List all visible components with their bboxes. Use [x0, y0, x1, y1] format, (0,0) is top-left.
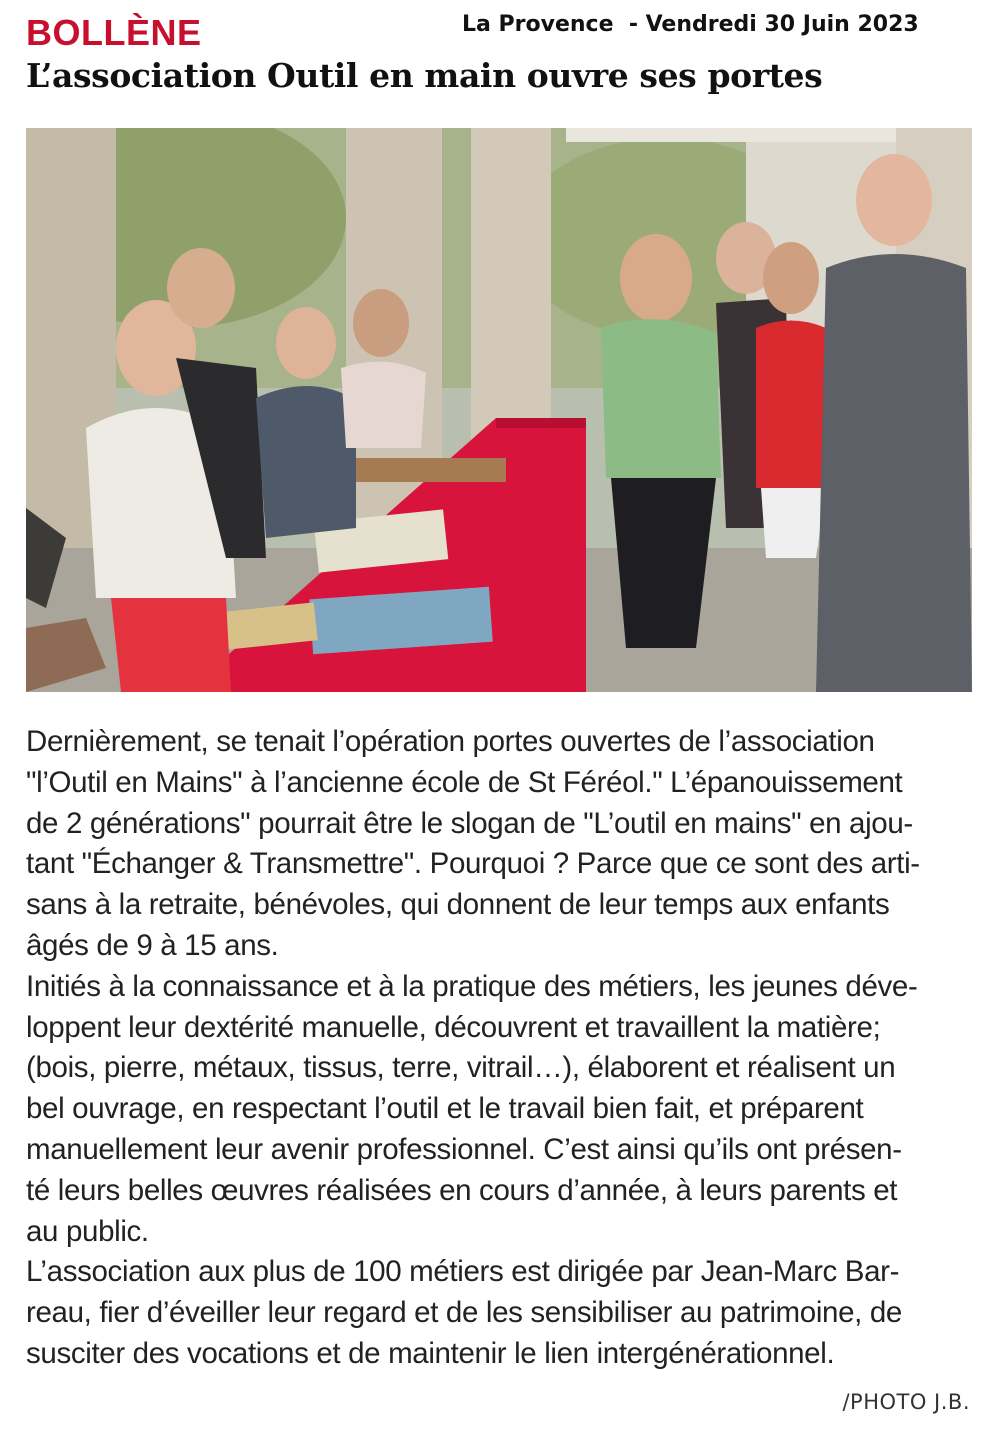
article-line: au public. [26, 1214, 149, 1248]
article-body [26, 722, 972, 1375]
article-line: té leurs belles œuvres réalisées en cours d’année, à leurs parents et [26, 1173, 898, 1207]
article-line: sans à la retraite, bénévoles, qui donnent de leur temps aux enfants [26, 888, 890, 922]
article-photo [26, 128, 972, 692]
headline: L’association Outil en main ouvre ses portes [26, 56, 823, 95]
article-line: L’association aux plus de 100 métiers est dirigée par Jean-Marc Bar- [26, 1255, 900, 1289]
article-line: reau, fier d’éveiller leur regard et de les sensibiliser au patrimoine, de [26, 1296, 902, 1330]
article-line: Dernièrement, se tenait l’opération portes ouvertes de l’association [26, 725, 875, 758]
article-line: bel ouvrage, en respectant l’outil et le travail bien fait, et préparent [26, 1092, 864, 1126]
article-line: manuellement leur avenir professionnel. C’est ainsi qu’ils ont présen- [26, 1132, 902, 1166]
article-line: susciter des vocations et de maintenir le lien intergénérationnel. [26, 1336, 835, 1370]
masthead-date: La Provence - Vendredi 30 Juin 2023 [462, 12, 919, 37]
section-kicker: BOLLÈNE [26, 12, 202, 53]
article-line: (bois, pierre, métaux, tissus, terre, vitrail…), élaborent et réalisent un [26, 1051, 896, 1085]
article-line: de 2 générations" pourrait être le slogan de "L’outil en mains" en ajou- [26, 806, 913, 840]
article-line: loppent leur dextérité manuelle, découvrent et travaillent la matière; [26, 1010, 881, 1044]
article-line: tant "Échanger & Transmettre". Pourquoi ? Parce que ce sont des arti- [26, 847, 920, 881]
article-line: "l’Outil en Mains" à l’ancienne école de St Féréol." L’épanouissement [26, 765, 903, 799]
article-line: âgés de 9 à 15 ans. [26, 928, 279, 962]
article-line: Initiés à la connaissance et à la pratique des métiers, les jeunes déve- [26, 969, 918, 1003]
photo-credit: /PHOTO J.B. [842, 1390, 970, 1414]
